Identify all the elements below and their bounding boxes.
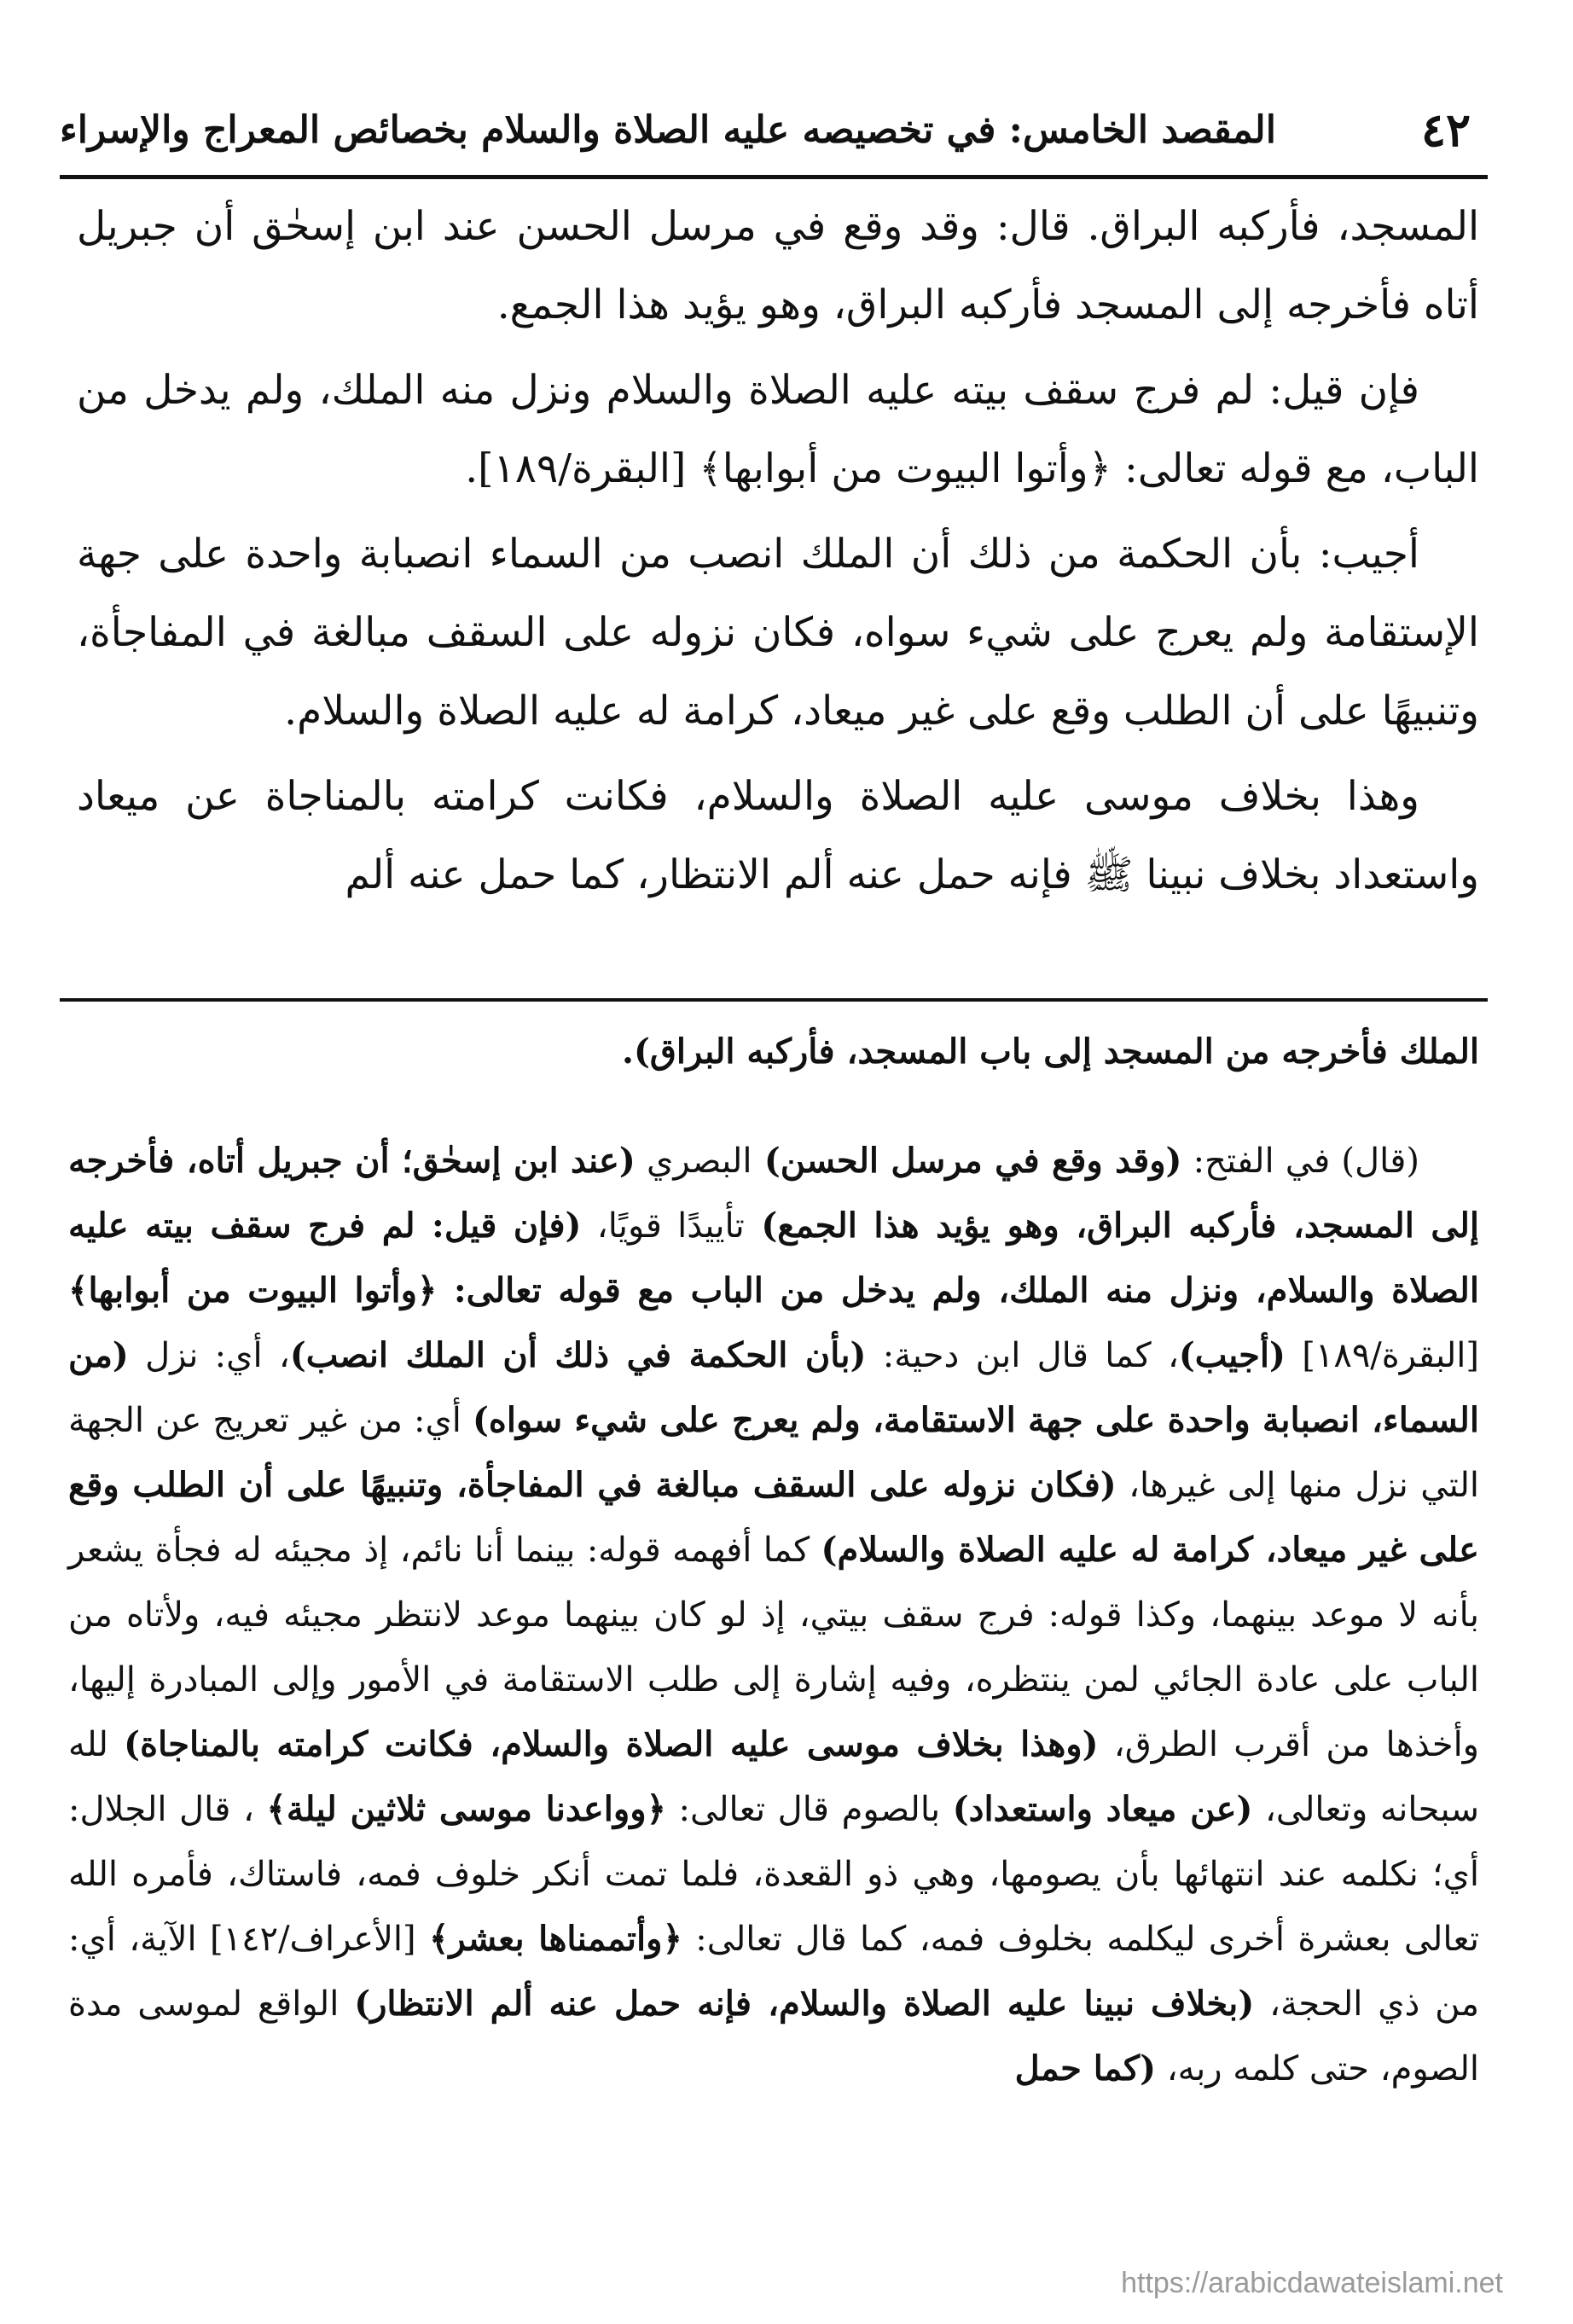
commentary-paragraph	[68, 1129, 1479, 2101]
running-header	[60, 96, 1471, 164]
commentary-text	[68, 1020, 1479, 2101]
commentary-divider	[60, 998, 1488, 1002]
commentary-explanation: لله سبحانه وتعالى،	[68, 1725, 1480, 1829]
commentary-explanation: أي: من غير تعريج عن الجهة التي نزل منها إلى غيرها،	[68, 1401, 1479, 1505]
commentary-explanation: تأييدًا قويًا،	[581, 1206, 745, 1246]
commentary-quoted-text: (فإن قيل: لم فرج سقف بيته عليه الصلاة والسلام، ونزل منه الملك، ولم يدخل من الباب مع قوله تعالى: ﴿وأتوا البيوت من أبوابها﴾	[68, 1206, 1479, 1310]
main-text	[77, 188, 1479, 921]
commentary-quoted-text: (عند ابن إسحٰق؛ أن جبريل أتاه، فأخرجه إلى المسجد، فأركبه البراق، وهو يؤيد هذا الجمع)	[68, 1141, 1480, 1246]
commentary-explanation: ، قال الجلال: أي؛ نكلمه عند انتهائها بأن يصومها، وهي ذو القعدة، فلما تمت أنكر خلوف فمه، فاستاك، فأمره الله تعالى بعشرة أخرى ليكلمه بخلوف فمه، كما قال تعالى:	[68, 1790, 1479, 1959]
commentary-explanation: البصري	[635, 1142, 752, 1181]
commentary-quoted-text: (فكان نزوله على السقف مبالغة في المفاجأة، وتنبيهًا على أن الطلب وقع على غير ميعاد، كرامة له عليه الصلاة والسلام)	[68, 1465, 1479, 1570]
commentary-explanation: [الأعراف/١٤٢] الآية، أي: من ذي الحجة،	[68, 1920, 1480, 2024]
commentary-quoted-text: (بأن الحكمة في ذلك أن الملك انصب)	[289, 1335, 867, 1375]
commentary-explanation: الواقع لموسى مدة الصوم، حتى كلمه ربه،	[68, 1984, 1479, 2089]
commentary-quoted-text: (وقد وقع في مرسل الحسن)	[752, 1141, 1182, 1181]
running-title: المقصد الخامس: في تخصيصه عليه الصلاة والسلام بخصائص المعراج والإسراء	[60, 107, 1276, 152]
main-paragraph: فإن قيل: لم فرج سقف بيته عليه الصلاة والسلام ونزل منه الملك، ولم يدخل من الباب، مع قوله تعالى: ﴿وأتوا البيوت من أبوابها﴾ [البقرة/١٨٩].	[77, 367, 1479, 492]
commentary-explanation: بالصوم قال تعالى:	[665, 1790, 953, 1829]
commentary-quoted-text: ﴿وأتممناها بعشر﴾	[428, 1919, 682, 1959]
commentary-explanation: ، أي: نزل	[128, 1336, 290, 1375]
commentary-quoted-text: (عن ميعاد واستعداد)	[952, 1789, 1253, 1829]
commentary-quoted-text: (وهذا بخلاف موسى عليه الصلاة والسلام، فكانت كرامته بالمناجاة)	[124, 1724, 1099, 1764]
main-paragraph: وهذا بخلاف موسى عليه الصلاة والسلام، فكانت كرامته بالمناجاة عن ميعاد واستعداد بخلاف نبينا ﷺ فإنه حمل عنه ألم الانتظار، كما حمل عنه ألم	[77, 773, 1479, 898]
page-number: ٤٢	[1420, 102, 1471, 157]
commentary-quoted-text: (بخلاف نبينا عليه الصلاة والسلام، فإنه حمل عنه ألم الانتظار)	[354, 1984, 1255, 2024]
commentary-quoted-text: (من السماء، انصبابة واحدة على جهة الاستقامة، ولم يعرج على شيء سواه)	[68, 1335, 1479, 1440]
commentary-lead-line: الملك فأخرجه من المسجد إلى باب المسجد، فأركبه البراق).	[622, 1031, 1479, 1072]
header-rule	[60, 175, 1488, 179]
watermark-url: https://arabicdawateislami.net	[1121, 2267, 1503, 2299]
main-paragraph: المسجد، فأركبه البراق. قال: وقد وقع في مرسل الحسن عند ابن إسحٰق أن جبريل أتاه فأخرجه إلى المسجد فأركبه البراق، وهو يؤيد هذا الجمع.	[77, 203, 1479, 328]
commentary-quoted-text: ﴿وواعدنا موسى ثلاثين ليلة﴾	[266, 1789, 666, 1829]
main-paragraph: أجيب: بأن الحكمة من ذلك أن الملك انصب من السماء انصبابة واحدة على جهة الإستقامة ولم يعرج على شيء سواه، فكان نزوله على السقف مبالغة في المفاجأة، وتنبيهًا على أن الطلب وقع على غير ميعاد، كرامة له عليه الصلاة والسلام.	[77, 531, 1479, 735]
commentary-quoted-text: (كما حمل	[1014, 2048, 1157, 2089]
commentary-explanation: (قال) في الفتح:	[1181, 1142, 1419, 1181]
commentary-explanation: ، كما قال ابن دحية:	[866, 1336, 1179, 1375]
commentary-explanation: كما أفهمه قوله: بينما أنا نائم، إذ مجيئه له فجأة يشعر بأنه لا موعد بينهما، وكذا قوله: فرج سقف بيتي، إذ لو كان بينهما موعد لانتظر مجيئه فيه، ولأتاه من الباب على عادة الجائي لمن ينتظره، وفيه إشارة إلى طلب الاستقامة في الأمور وإلى المبادرة إليها، وأخذها من أقرب الطرق،	[68, 1531, 1480, 1764]
commentary-quoted-text: (أجيب)	[1178, 1335, 1286, 1375]
commentary-explanation: [البقرة/١٨٩]	[1285, 1336, 1480, 1375]
